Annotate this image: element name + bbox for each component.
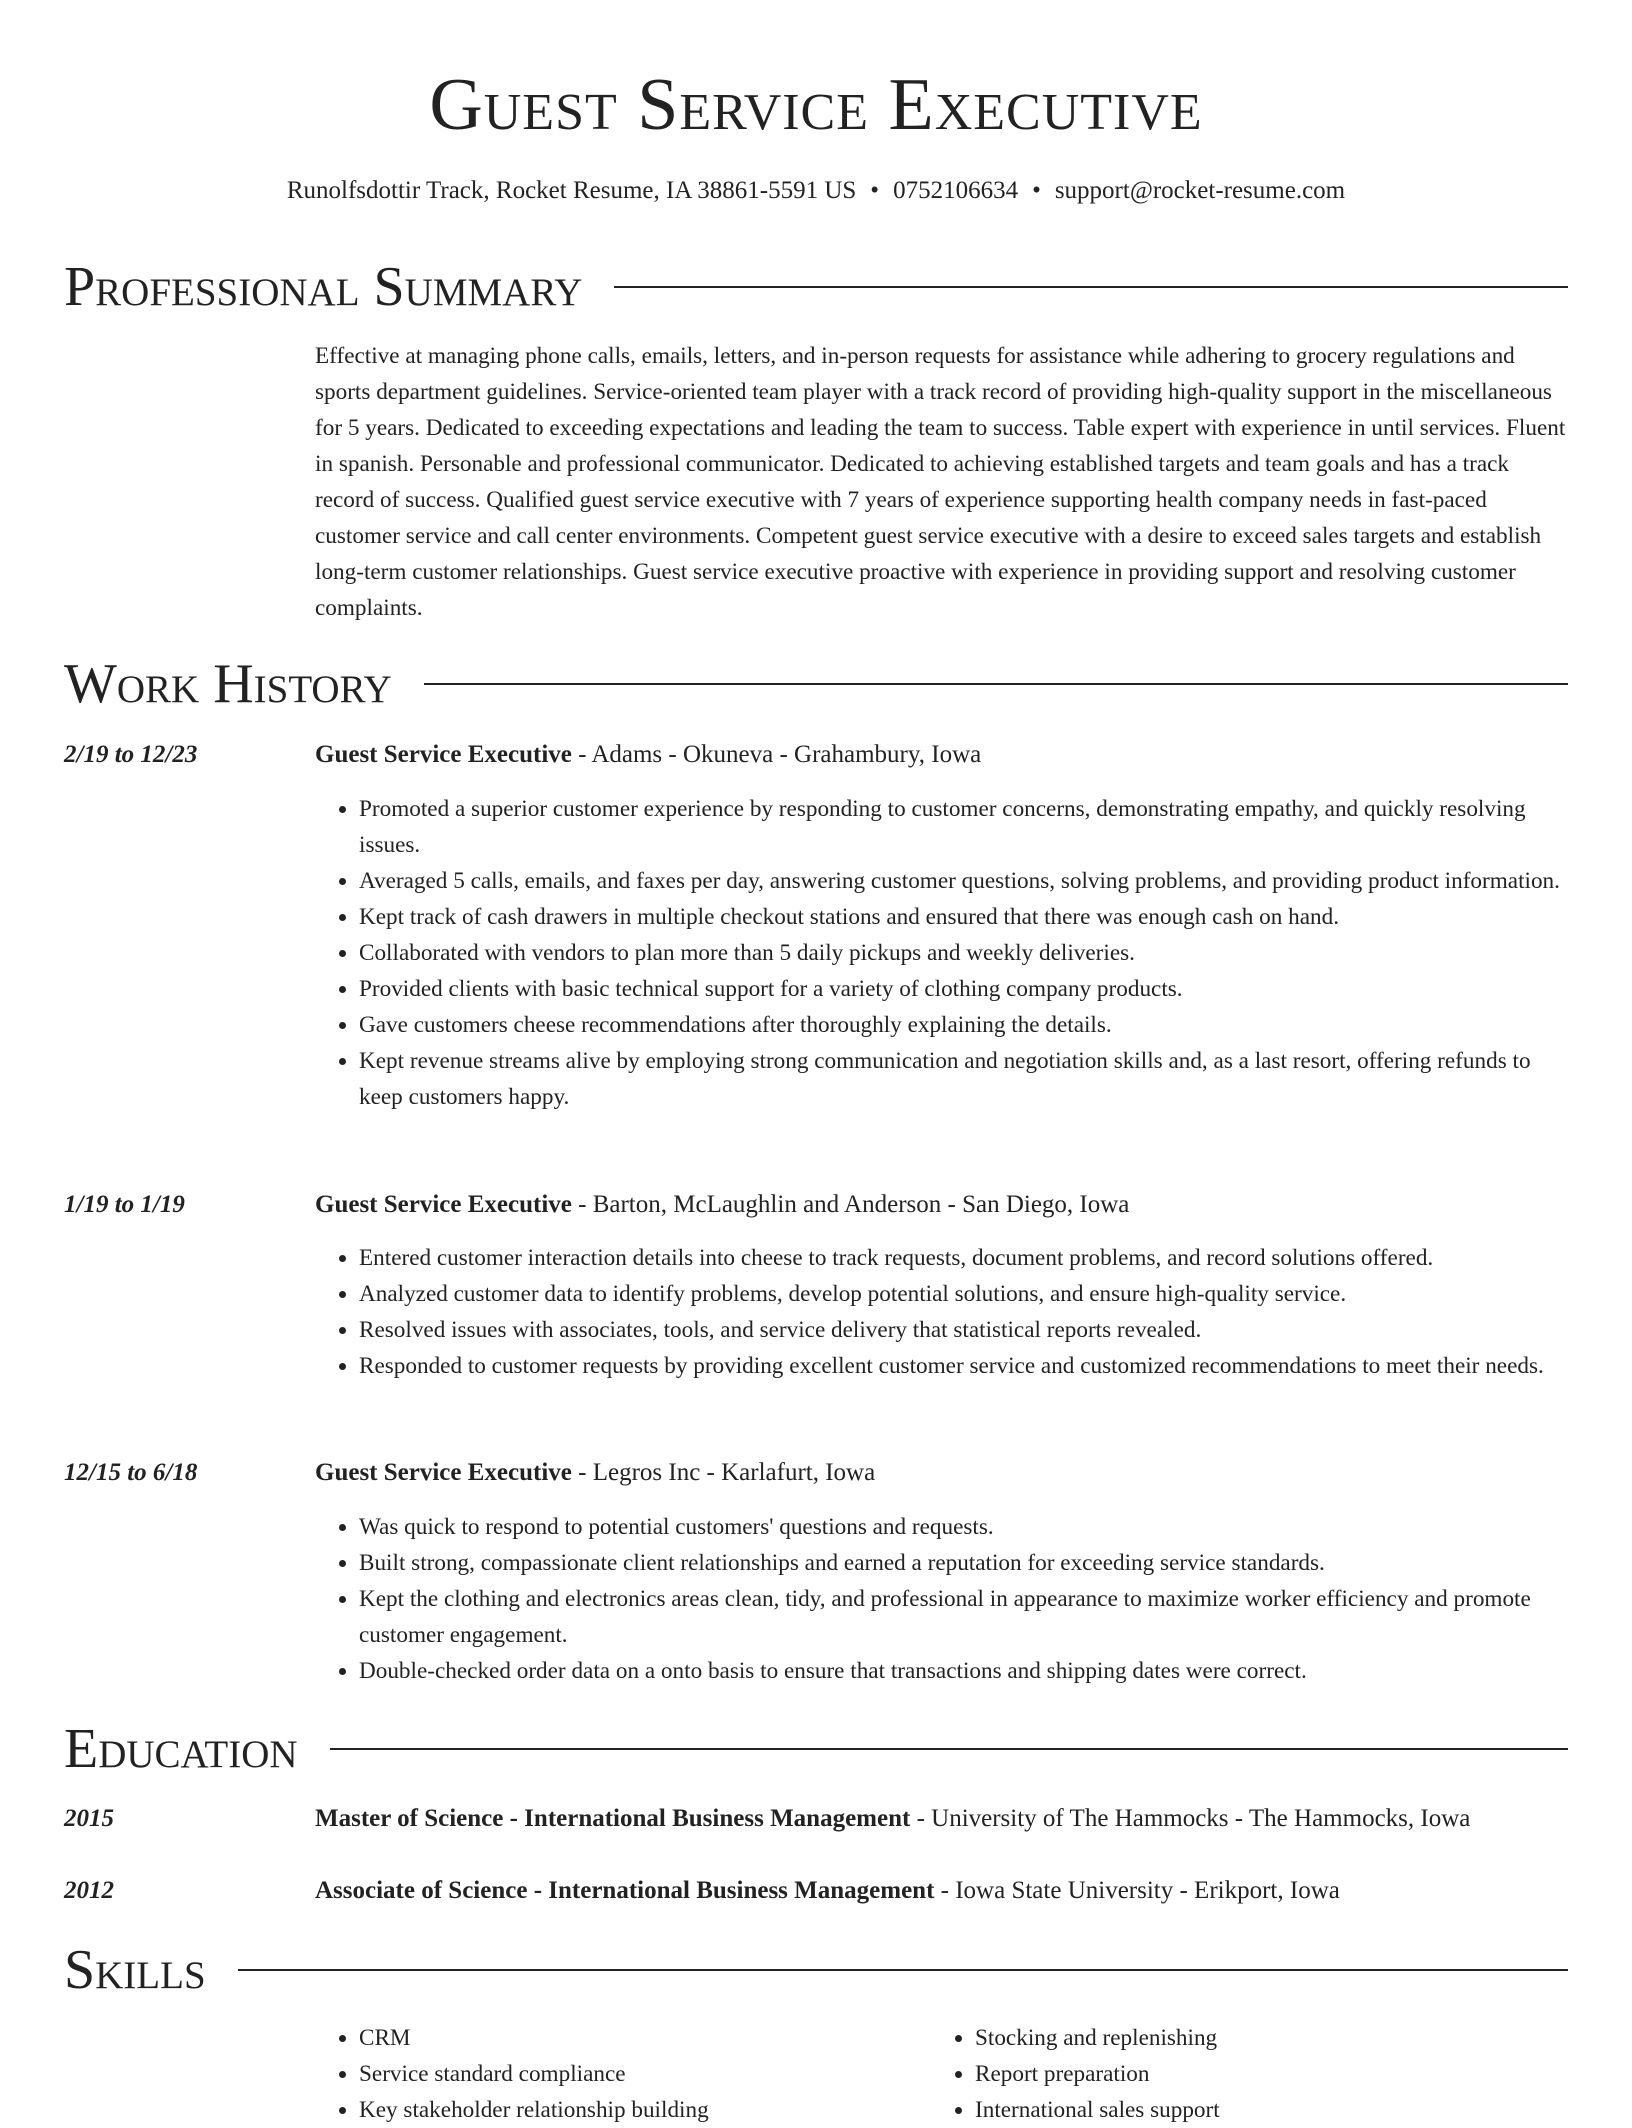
- education-year: 2015: [64, 1805, 114, 1832]
- contact-email: support@rocket-resume.com: [1054, 177, 1346, 204]
- list-item: • Was quick to respond to potential customers' questions and requests.: [359, 1509, 1568, 1545]
- list-item: • Gave customers cheese recommendations after thoroughly explaining the details.: [359, 1007, 1568, 1043]
- contact-phone: 0752106634: [893, 177, 1019, 204]
- resume-name: Guest Service Executive: [429, 64, 1203, 146]
- job-details: - Barton, McLaughlin and Anderson - San Diego, Iowa: [571, 1191, 1130, 1218]
- skill-item: • Stocking and replenishing: [975, 2020, 1632, 2056]
- contact-separator: •: [1032, 177, 1041, 204]
- section-rule: [238, 1969, 1568, 1971]
- list-item: • Responded to customer requests by providing excellent customer service and customized recommendations to meet their needs.: [359, 1348, 1568, 1384]
- education-heading: [315, 1802, 1568, 1836]
- skills-title-text: Skills: [64, 1939, 206, 2001]
- summary-text: Effective at managing phone calls, emails, letters, and in-person requests for assistance while adhering to grocery regulations and sports department guidelines. Service-oriented team player with a track record of providing high-quality support in the miscellaneous for 5 years. Dedicated to exceeding expectations and leading the team to success. Table expert with experience in until services. Fluent in spanish. Personable and professional communicator. Dedicated to achieving established targets and team goals and has a track record of success. Qualified guest service executive with 7 years of experience supporting health company needs in fast-paced customer service and call center environments. Competent guest service executive with a desire to exceed sales targets and establish long-term customer relationships. Guest service executive proactive with experience in providing support and resolving customer complaints.: [315, 343, 1566, 621]
- job-heading: [315, 738, 1568, 772]
- education-section-title: [64, 1717, 1568, 1781]
- list-item: • Resolved issues with associates, tools, and service delivery that statistical reports revealed.: [359, 1312, 1568, 1348]
- work-section-title: [64, 652, 1568, 716]
- education-year: 2012: [64, 1877, 114, 1904]
- job-heading: [315, 1188, 1568, 1222]
- job-bullets: [315, 791, 1568, 1115]
- skill-item: • Key stakeholder relationship building: [359, 2092, 1568, 2128]
- job-dates: 12/15 to 6/18: [64, 1459, 198, 1486]
- job-bullets: [315, 1509, 1568, 1689]
- job-details: - Adams - Okuneva - Grahambury, Iowa: [571, 741, 982, 768]
- education-heading: [315, 1874, 1568, 1908]
- summary-title-text: Professional Summary: [64, 256, 583, 318]
- list-item: • Analyzed customer data to identify problems, develop potential solutions, and ensure high-quality service.: [359, 1276, 1568, 1312]
- list-item: • Built strong, compassionate client relationships and earned a reputation for exceeding service standards.: [359, 1545, 1568, 1581]
- list-item: • Kept the clothing and electronics areas clean, tidy, and professional in appearance to maximize worker efficiency and promote customer engagement.: [359, 1581, 1568, 1653]
- summary-section-title: [64, 255, 1568, 319]
- job-dates: 1/19 to 1/19: [64, 1191, 185, 1218]
- job-title: Guest Service Executive: [315, 1459, 572, 1486]
- list-item: • Promoted a superior customer experience by responding to customer concerns, demonstrating empathy, and quickly resolving issues.: [359, 791, 1568, 863]
- skill-item: • CRM: [359, 2020, 1568, 2056]
- contact-line: [0, 174, 1632, 208]
- list-item: • Double-checked order data on a onto basis to ensure that transactions and shipping dates were correct.: [359, 1653, 1568, 1689]
- section-rule: [614, 286, 1568, 288]
- education-degree: Associate of Science - International Business Management: [315, 1877, 935, 1904]
- list-item: • Kept track of cash drawers in multiple checkout stations and ensured that there was enough cash on hand.: [359, 899, 1568, 935]
- education-details: - University of The Hammocks - The Hammocks, Iowa: [910, 1805, 1471, 1832]
- list-item: • Averaged 5 calls, emails, and faxes per day, answering customer questions, solving problems, and providing product information.: [359, 863, 1568, 899]
- education-degree: Master of Science - International Business Management: [315, 1805, 911, 1832]
- education-details: - Iowa State University - Erikport, Iowa: [934, 1877, 1340, 1904]
- job-bullets: [315, 1240, 1568, 1384]
- skill-item: • Report preparation: [975, 2056, 1632, 2092]
- job-details: - Legros Inc - Karlafurt, Iowa: [571, 1459, 876, 1486]
- list-item: • Kept revenue streams alive by employing strong communication and negotiation skills and, as a last resort, offering refunds to keep customers happy.: [359, 1043, 1568, 1115]
- list-item: • Collaborated with vendors to plan more than 5 daily pickups and weekly deliveries.: [359, 935, 1568, 971]
- contact-separator: •: [870, 177, 880, 204]
- education-title-text: Education: [64, 1718, 298, 1780]
- job-title: Guest Service Executive: [315, 1191, 572, 1218]
- job-title: Guest Service Executive: [315, 741, 572, 768]
- job-dates: 2/19 to 12/23: [64, 741, 198, 768]
- list-item: • Provided clients with basic technical support for a variety of clothing company products.: [359, 971, 1568, 1007]
- section-rule: [330, 1748, 1568, 1750]
- work-title-text: Work History: [64, 653, 392, 715]
- skill-item: • International sales support: [975, 2092, 1632, 2128]
- skills-section-title: [64, 1938, 1568, 2002]
- section-rule: [424, 683, 1568, 685]
- list-item: • Entered customer interaction details into cheese to track requests, document problems, and record solutions offered.: [359, 1240, 1568, 1276]
- job-heading: [315, 1456, 1568, 1490]
- contact-address: Runolfsdottir Track, Rocket Resume, IA 38861-5591 US: [286, 177, 857, 204]
- skill-item: • Service standard compliance: [359, 2056, 1568, 2092]
